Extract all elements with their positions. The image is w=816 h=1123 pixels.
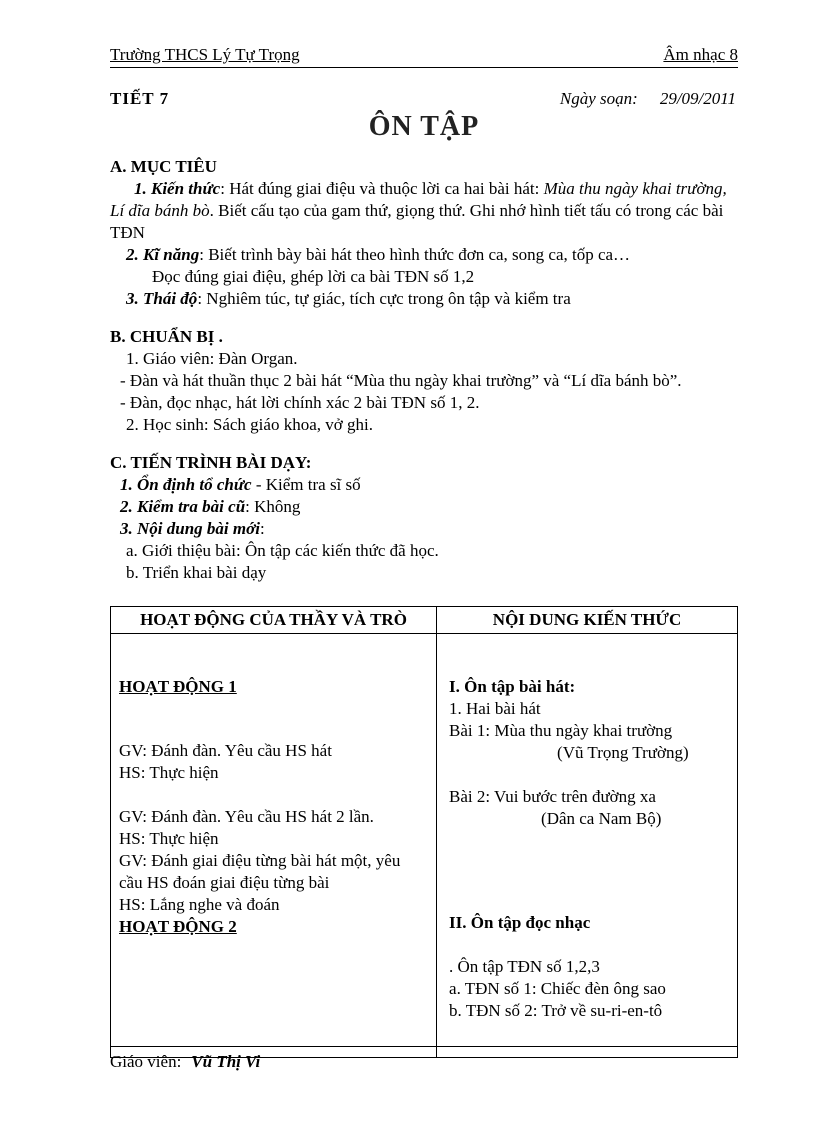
content-line: Bài 2: Vui bước trên đường xa — [449, 787, 656, 806]
activity-line: HS: Thực hiện — [119, 763, 219, 782]
activity-2-label: HOẠT ĐỘNG 2 — [119, 917, 237, 936]
header-school-name: Trường THCS Lý Tự Trọng — [110, 45, 300, 64]
page-header — [110, 44, 738, 68]
content-line: . Ôn tập TĐN số 1,2,3 — [449, 957, 600, 976]
spacer — [119, 634, 426, 676]
date-composed-value: 29/09/2011 — [659, 89, 736, 108]
item-noi-dung-text: : — [259, 519, 265, 538]
activity-1-label: HOẠT ĐỘNG 1 — [119, 677, 237, 696]
song-author-1: (Vũ Trọng Trường) — [557, 743, 689, 762]
section-b-line-4: 2. Học sinh: Sách giáo khoa, vở ghi. — [126, 415, 373, 434]
section-c-item-3 — [110, 518, 738, 540]
section-b-heading: B. CHUẨN BỊ . — [110, 327, 223, 346]
content-line: a. TĐN số 1: Chiếc đèn ông sao — [449, 979, 666, 998]
activity-2-heading — [119, 916, 426, 938]
item-noi-dung-label: 3. Nội dung bài mới — [120, 519, 260, 538]
activity-line: GV: Đánh giai điệu từng bài hát một, yêu cầu HS đoán giai điệu từng bài — [119, 851, 401, 892]
item-on-dinh-label: 1. Ổn định tổ chức — [120, 475, 252, 494]
spacer — [119, 698, 426, 740]
item-thai-do-text: : Nghiêm túc, tự giác, tích cực trong ôn tập và kiểm tra — [197, 289, 571, 308]
song-author-2: (Dân ca Nam Bộ) — [541, 809, 662, 828]
table-body-row — [111, 634, 738, 1058]
content-heading-2: II. Ôn tập đọc nhạc — [449, 913, 591, 932]
item-kien-thuc-label: 1. Kiến thức — [134, 179, 221, 198]
table-header-content: NỘI DUNG KIẾN THỨC — [437, 607, 738, 634]
footer-teacher-label: Giáo viên: — [110, 1052, 182, 1071]
footer-teacher-name: Vũ Thị Vi — [191, 1052, 261, 1071]
section-a-item-2-line-2: Đọc đúng giai điệu, ghép lời ca bài TĐN số 1,2 — [152, 267, 475, 286]
section-b-line-3: - Đàn, đọc nhạc, hát lời chính xác 2 bài TĐN số 1, 2. — [120, 393, 480, 412]
activity-line: HS: Lắng nghe và đoán — [119, 895, 280, 914]
spacer — [449, 634, 731, 676]
lesson-table — [110, 606, 738, 1058]
content-line: 1. Hai bài hát — [449, 699, 541, 718]
page-title: ÔN TẬP — [368, 111, 480, 142]
item-kiem-tra-text: : Không — [245, 497, 301, 516]
section-a-item-1 — [110, 178, 738, 244]
item-ki-nang-text: : Biết trình bày bài hát theo hình thức đơn ca, song ca, tốp ca… — [199, 245, 631, 264]
section-b-line-2: - Đàn và hát thuần thục 2 bài hát “Mùa thu ngày khai trường” và “Lí dĩa bánh bò”. — [120, 371, 682, 390]
spacer — [449, 830, 731, 912]
lesson-meta — [110, 88, 738, 110]
section-c-sub-b: b. Triển khai bài dạy — [126, 563, 267, 582]
item-ki-nang-label: 2. Kĩ năng — [126, 245, 200, 264]
section-c-item-2 — [110, 496, 738, 518]
table-header-teacher-student: HOẠT ĐỘNG CỦA THẦY VÀ TRÒ — [111, 607, 437, 634]
table-header-row — [111, 607, 738, 634]
item-kien-thuc-text-2: . Biết cấu tạo của gam thứ, giọng thứ. Ghi nhớ hình tiết tấu có trong các bài TĐN — [110, 201, 724, 242]
activity-line: GV: Đánh đàn. Yêu cầu HS hát 2 lần. — [119, 807, 374, 826]
activity-1-heading — [119, 676, 426, 698]
section-a-heading: A. MỤC TIÊU — [110, 157, 217, 176]
section-c-sub-a: a. Giới thiệu bài: Ôn tập các kiến thức đã học. — [126, 541, 439, 560]
cell-content — [437, 634, 738, 1058]
activity-line: GV: Đánh đàn. Yêu cầu HS hát — [119, 741, 332, 760]
content-heading-1: I. Ôn tập bài hát: — [449, 677, 576, 696]
date-composed-label: Ngày soạn: — [559, 89, 638, 108]
date-composed — [560, 88, 738, 110]
section-b-line-1: 1. Giáo viên: Đàn Organ. — [126, 349, 298, 368]
item-kien-thuc-text-1: : Hát đúng giai điệu và thuộc lời ca hai bài hát: — [220, 179, 544, 198]
spacer — [449, 934, 731, 956]
header-subject: Âm nhạc 8 — [663, 45, 738, 64]
section-a-item-2 — [110, 244, 738, 266]
section-a-item-3 — [110, 288, 738, 310]
cell-activities — [111, 634, 437, 1058]
spacer — [449, 764, 731, 786]
item-on-dinh-text: - Kiểm tra sĩ số — [251, 475, 361, 494]
item-thai-do-label: 3. Thái độ — [126, 289, 198, 308]
lesson-number: TIẾT 7 — [110, 89, 170, 108]
page-footer — [110, 1046, 738, 1073]
item-kiem-tra-label: 2. Kiểm tra bài cũ — [120, 497, 246, 516]
content-line: b. TĐN số 2: Trở về su-ri-en-tô — [449, 1001, 663, 1020]
item-kien-thuc-songs: Mùa thu ngày khai trường, Lí dĩa bánh bò — [110, 179, 727, 220]
content-line: Bài 1: Mùa thu ngày khai trường — [449, 721, 673, 740]
section-c-heading: C. TIẾN TRÌNH BÀI DẠY: — [110, 453, 312, 472]
section-c-item-1 — [110, 474, 738, 496]
spacer — [119, 784, 426, 806]
activity-line: HS: Thực hiện — [119, 829, 219, 848]
